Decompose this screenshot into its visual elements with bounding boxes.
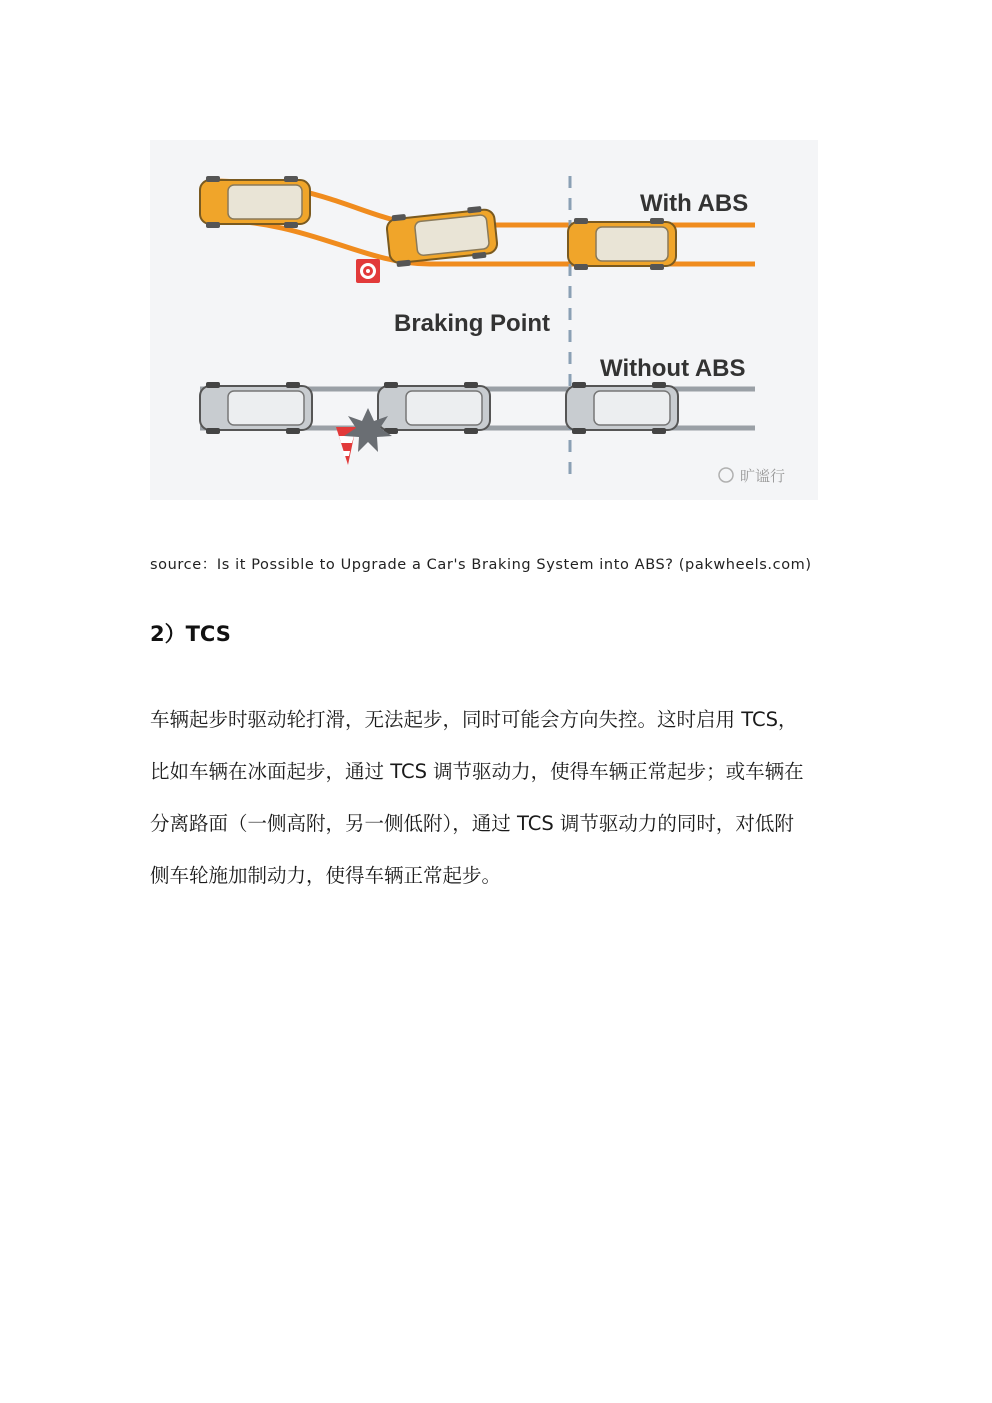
car-orange-1 (200, 176, 310, 228)
watermark-text: 旷谧行 (740, 467, 786, 485)
target-icon (356, 259, 380, 283)
car-gray-2 (378, 382, 490, 434)
abs-diagram (150, 140, 818, 500)
car-orange-3 (568, 218, 676, 270)
label-without-abs: Without ABS (600, 355, 746, 382)
tcs-paragraph (150, 694, 850, 902)
label-braking-point: Braking Point (394, 310, 551, 337)
car-gray-1 (200, 382, 312, 434)
paragraph-line: 侧车轮施加制动力，使得车辆正常起步。 (150, 864, 502, 887)
car-gray-3 (566, 382, 678, 434)
paragraph-line: 比如车辆在冰面起步，通过 TCS 调节驱动力，使得车辆正常起步；或车辆在 (150, 760, 804, 783)
paragraph-line: 分离路面（一侧高附，另一侧低附），通过 TCS 调节驱动力的同时，对低附 (150, 812, 794, 835)
label-with-abs: With ABS (640, 190, 749, 217)
section-heading: 2）TCS (150, 622, 231, 646)
paragraph-line: 车辆起步时驱动轮打滑，无法起步，同时可能会方向失控。这时启用 TCS， (150, 708, 798, 731)
figure-caption: source：Is it Possible to Upgrade a Car's Braking System into ABS? (pakwheels.com) (150, 557, 812, 573)
abs-comparison-figure (150, 140, 818, 500)
